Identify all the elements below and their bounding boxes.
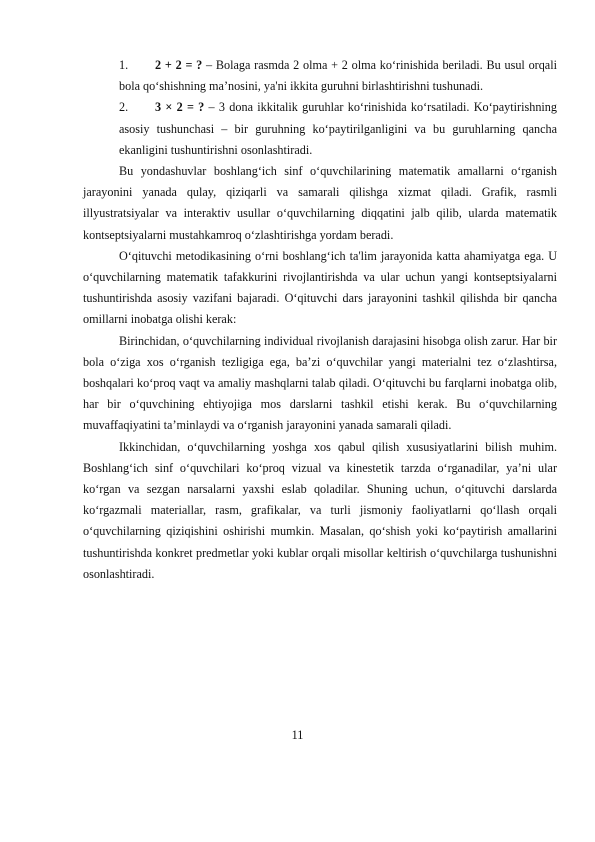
paragraph-first-factor: Birinchidan, o‘quvchilarning individual rivojlanish darajasini hisobga olish zarur. Har bir bola o‘ziga xos o‘rganish tezligiga ega, ba’zi o‘quvchilar yangi materialni tez o‘zlashtirsa, boshqalari ko‘proq vaqt va amaliy mashqlarni talab qiladi. O‘qituvchi bu farqlarni inobatga olib, har bir o‘quvchining ehtiyojiga mos darslarni tashkil etishi kerak. Bu o‘quvchilarning muvaffaqiyatini ta’minlaydi va o‘rganish jarayonini yanada samarali qiladi. <box>83 333 557 433</box>
list-item-text: – Bolaga rasmda 2 olma + 2 olma ko‘rinishida beriladi. Bu usul orqali bola qo‘shishning ma’nosini, ya'ni ikkita guruhni birlashtirishni tushunadi. <box>119 58 557 94</box>
page-number: 11 <box>291 728 304 742</box>
formula-addition: 2 + 2 = ? <box>155 58 203 72</box>
paragraph-approaches: Bu yondashuvlar boshlang‘ich sinf o‘quvchilarining matematik amallarni o‘rganish jarayonini yanada qulay, qiziqarli va samarali qilishga xizmat qiladi. Grafik, rasmli illyustratsiyalar va interaktiv usullar o‘quvchilarning diqqatini jalb qilib, ularda matematik kontseptsiyalarni mustahkamroq o‘zlashtirishga yordam beradi. <box>83 164 557 242</box>
list-number: 2. <box>119 100 129 115</box>
paragraph-second-factor: Ikkinchidan, o‘quvchilarning yoshga xos qabul qilish xususiyatlarini bilish muhim. Boshlang‘ich sinf o‘quvchilari ko‘proq vizual va kinestetik tarzda o‘rganadilar, ya’ni ular ko‘rgan va sezgan narsalarni yaxshi eslab qoladilar. Shuning uchun, o‘qituvchi darslarda ko‘rgazmali materiallar, rasm, grafikalar, va turli jismoniy faoliyatlarni qo‘llash orqali o‘quvchilarning qiziqishini oshirishi mumkin. Masalan, qo‘shish yoki ko‘paytirish amallarini tushuntirishda konkret predmetlar yoki kublar orqali misollar keltirish o‘quvchilarga tushunishni osonlashtiradi. <box>83 439 557 581</box>
formula-multiplication: 3 × 2 = ? <box>155 100 205 115</box>
list-number: 1. <box>119 58 129 72</box>
document-body <box>83 55 557 585</box>
list-item-text: – 3 dona ikkitalik guruhlar ko‘rinishida ko‘rsatiladi. Ko‘paytirishning asosiy tushunchasi – bir guruhning ko‘paytirilganligini va bu guruhlarning qancha ekanligini tushuntirishni osonlashtiradi. <box>119 100 557 157</box>
paragraph-teacher-role: O‘qituvchi metodikasining o‘rni boshlang‘ich ta'lim jarayonida katta ahamiyatga ega. U o‘quvchilarning matematik tafakkurini rivojlantirishda va ular uchun yangi kontseptsiyalarni tushuntirishda asosiy vazifani bajaradi. O‘qituvchi dars jarayonini tashkil qilishda bir qancha omillarni inobatga olishi kerak: <box>83 248 557 327</box>
list-item-2 <box>83 97 557 161</box>
list-item-1 <box>83 55 557 97</box>
